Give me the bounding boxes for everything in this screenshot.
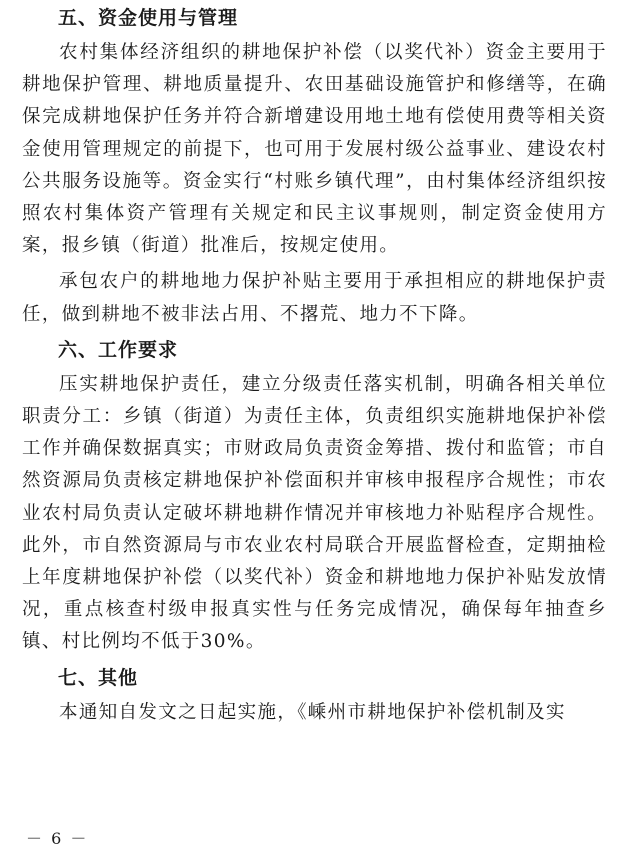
section-heading: 五、资金使用与管理 bbox=[58, 7, 239, 29]
paragraph: 压实耕地保护责任，建立分级责任落实机制，明确各相关单位职责分工：乡镇（街道）为责任主体，负责组织实施耕地保护补偿工作并确保数据真实；市财政局负责资金筹措、拨付和监管；市自然资源局负责核定耕地保护补偿面积并审核申报程序合规性；市农业农村局负责认定破坏耕地耕作情况并审核地力补贴程序合规性。此外，市自然资源局与市农业农村局联合开展监督检查，定期抽检上年度耕地保护补偿（以奖代补）资金和耕地地力保护补贴发放情况，重点核查村级申报真实性与任务完成情况，确保每年抽查乡镇、村比例均不低于30%。 bbox=[22, 373, 607, 653]
page-number: － 6 － bbox=[26, 829, 89, 848]
section-work-requirements bbox=[22, 335, 607, 659]
section-other bbox=[22, 663, 607, 729]
paragraph: 本通知自发文之日起实施，《嵊州市耕地保护补偿机制及实 bbox=[59, 701, 566, 723]
section-heading: 七、其他 bbox=[58, 666, 139, 689]
document-body bbox=[22, 3, 607, 733]
section-heading: 六、工作要求 bbox=[58, 338, 179, 361]
paragraph: 承包农户的耕地地力保护补贴主要用于承担相应的耕地保护责任，做到耕地不被非法占用、不撂荒、地力不下降。 bbox=[22, 271, 607, 325]
section-funds-usage bbox=[22, 3, 607, 331]
paragraph: 农村集体经济组织的耕地保护补偿（以奖代补）资金主要用于耕地保护管理、耕地质量提升、农田基础设施管护和修缮等，在确保完成耕地保护任务并符合新增建设用地土地有偿使用费等相关资金使用管理规定的前提下，也可用于发展村级公益事业、建设农村公共服务设施等。资金实行“村账乡镇代理”，由村集体经济组织按照农村集体资产管理有关规定和民主议事规则，制定资金使用方案，报乡镇（街道）批准后，按规定使用。 bbox=[22, 42, 607, 257]
